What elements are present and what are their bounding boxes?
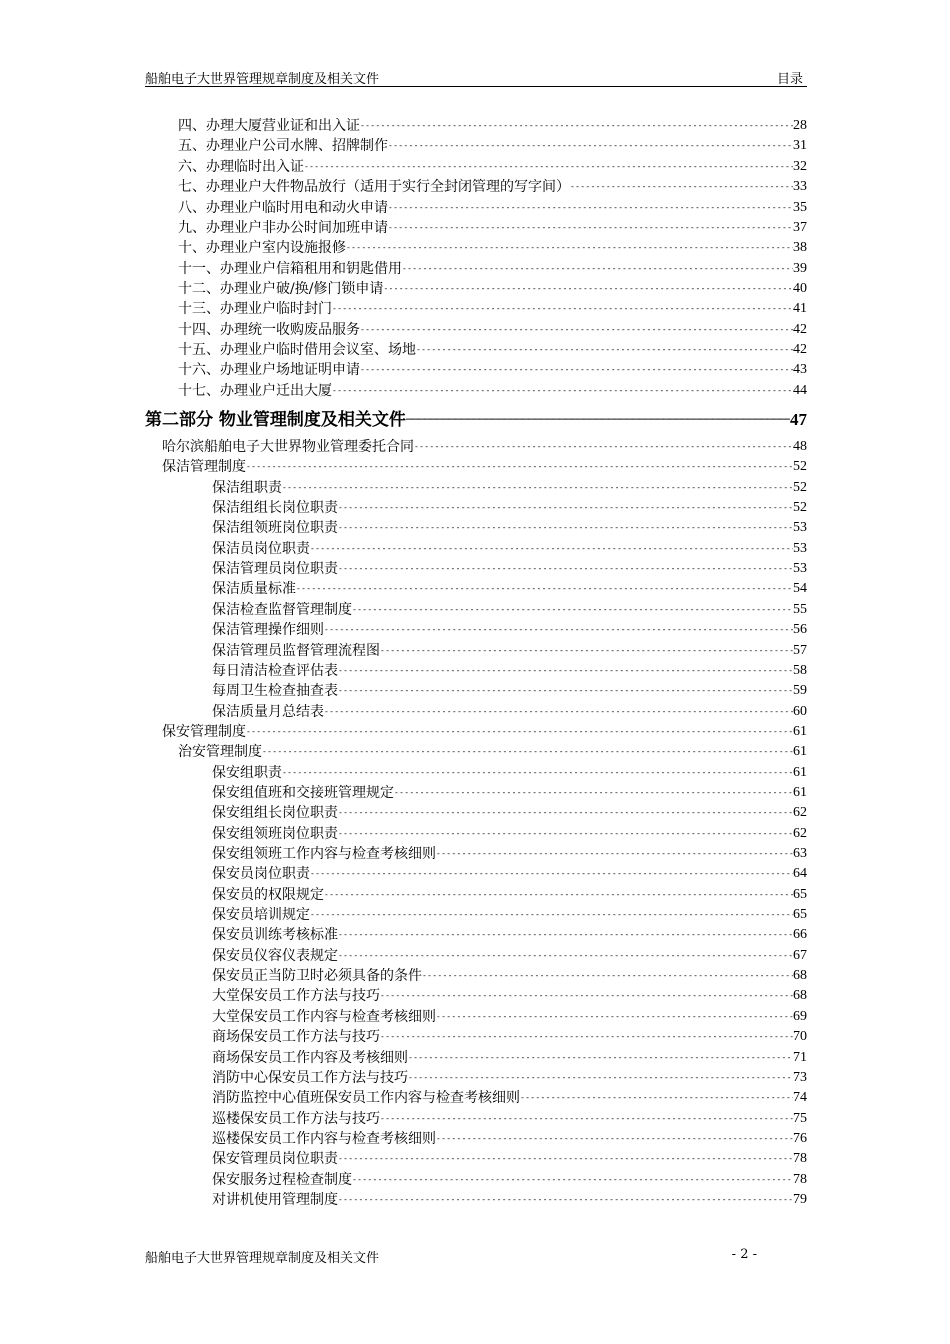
toc-entry[interactable] [212,701,807,721]
toc-entry-title: 保洁质量月总结表 [212,703,324,720]
toc-leader-dashes [262,742,793,762]
toc-entry-page: 67 [793,947,807,963]
toc-entry[interactable] [178,238,807,258]
toc-entry[interactable] [178,136,807,156]
toc-entry[interactable] [212,579,807,599]
toc-entry-title: 保安管理员岗位职责 [212,1151,338,1168]
toc-entry-title: 保安员正当防卫时必须具备的条件 [212,968,422,985]
toc-entry-title: 保洁组组长岗位职责 [212,500,338,517]
toc-entry-page: 75 [793,1110,807,1126]
toc-entry-page: 76 [793,1130,807,1146]
toc-entry[interactable] [178,299,807,319]
toc-entry-title: 巡楼保安员工作内容与检查考核细则 [212,1130,436,1147]
toc-entry-page: 63 [793,846,807,862]
toc-entry-page: 54 [793,581,807,597]
toc-entry[interactable] [178,320,807,340]
toc-leader-dashes [394,783,793,803]
toc-entry-page: 70 [793,1029,807,1045]
toc-leader-dashes [338,1149,793,1169]
toc-entry-page: 53 [793,561,807,577]
toc-entry-title: 保安员仪容仪表规定 [212,947,338,964]
toc-leader-dashes [338,946,793,966]
toc-entry[interactable] [178,177,807,197]
toc-leader-dashes [338,518,793,538]
toc-leader-dashes [380,1109,793,1129]
toc-entry-page: 42 [793,321,807,337]
toc-entry-page: 38 [793,240,807,256]
toc-entry-page: 69 [793,1008,807,1024]
toc-entry-title: 十七、办理业户迁出大厦 [178,382,332,399]
toc-entry[interactable] [212,498,807,518]
toc-leader-dashes [310,539,793,559]
toc-entry-page: 47 [790,409,807,429]
toc-entry[interactable] [178,381,807,401]
toc-entry-page: 56 [793,622,807,638]
toc-entry-page: 52 [793,459,807,475]
toc-entry-title: 保安员岗位职责 [212,866,310,883]
toc-entry-page: 40 [793,280,807,296]
toc-entry-title: 对讲机使用管理制度 [212,1191,338,1208]
toc-entry[interactable] [212,763,807,783]
toc-leader-dashes [338,681,793,701]
toc-entry[interactable] [212,925,807,945]
toc-entry-title: 六、办理临时出入证 [178,158,304,175]
toc-part-heading[interactable] [145,405,807,435]
toc-entry-title: 保安员培训规定 [212,907,310,924]
toc-leader-dashes [338,1190,793,1210]
toc-entry-page: 31 [793,138,807,154]
toc-entry-page: 53 [793,540,807,556]
toc-entry[interactable] [178,218,807,238]
toc-entry-page: 33 [793,179,807,195]
toc-entry[interactable] [212,1149,807,1169]
toc-entry[interactable] [212,478,807,498]
toc-entry[interactable] [178,279,807,299]
toc-entry-page: 62 [793,825,807,841]
toc-entry-title: 保安组领班工作内容与检查考核细则 [212,846,436,863]
toc-entry-page: 78 [793,1151,807,1167]
toc-entry[interactable] [178,340,807,360]
toc-entry-title: 保洁管理员岗位职责 [212,561,338,578]
toc-leader-dashes [332,299,793,319]
toc-leader-dashes [380,986,793,1006]
toc-entry[interactable] [178,116,807,136]
toc-entry[interactable] [178,197,807,217]
toc-leader-dashes [436,844,793,864]
toc-leader-dashes [352,600,793,620]
toc-entry[interactable] [178,360,807,380]
toc-entry-title: 保安员训练考核标准 [212,927,338,944]
toc-entry-page: 79 [793,1191,807,1207]
toc-entry-title: 保安组职责 [212,764,282,781]
toc-entry[interactable] [212,640,807,660]
toc-entry-title: 保洁管理员监督管理流程图 [212,642,380,659]
toc-entry-page: 68 [793,968,807,984]
toc-leader-dashes [282,478,793,498]
header-section: 目录 [776,72,803,87]
toc-leader-dashes [310,864,793,884]
toc-entry[interactable] [212,1088,807,1108]
toc-entry-title: 四、办理大厦营业证和出入证 [178,118,360,135]
toc-entry-title: 十四、办理统一收购废品服务 [178,321,360,338]
toc-entry-title: 十、办理业户室内设施报修 [178,240,346,257]
toc-entry-page: 74 [793,1090,807,1106]
page-number: - 2 - [731,1247,757,1262]
toc-entry-title: 保洁管理操作细则 [212,622,324,639]
toc-leader-dashes [402,259,793,279]
toc-entry-page: 61 [793,764,807,780]
toc-entry-title: 十六、办理业户场地证明申请 [178,362,360,379]
toc-entry-page: 37 [793,219,807,235]
toc-leader-dashes [388,136,793,156]
toc-entry-title: 每日清洁检查评估表 [212,662,338,679]
toc-entry-page: 61 [793,723,807,739]
toc-entry[interactable] [212,559,807,579]
toc-entry-title: 九、办理业户非办公时间加班申请 [178,219,388,236]
toc-leader-dashes [346,238,793,258]
toc-leader-dashes [360,320,793,340]
toc-entry[interactable] [212,620,807,640]
toc-entry-title: 消防中心保安员工作方法与技巧 [212,1069,408,1086]
toc-entry-title: 八、办理业户临时用电和动火申请 [178,199,388,216]
toc-entry-page: 32 [793,158,807,174]
toc-leader-dashes [338,661,793,681]
toc-entry-title: 治安管理制度 [178,744,262,761]
toc-entry-title: 保安管理制度 [162,723,246,740]
toc-entry-title: 消防监控中心值班保安员工作内容与检查考核细则 [212,1090,520,1107]
toc-entry[interactable] [212,1108,807,1128]
toc-entry-page: 78 [793,1171,807,1187]
toc-leader-dashes [246,722,793,742]
toc-entry[interactable] [212,803,807,823]
toc-leader-dashes [338,824,793,844]
toc-entry-title: 保安组组长岗位职责 [212,805,338,822]
header-title: 船舶电子大世界管理规章制度及相关文件 [145,72,380,87]
toc-entry[interactable] [178,742,807,762]
toc-entry-title: 保安服务过程检查制度 [212,1171,352,1188]
page-header [145,66,807,87]
toc-leader-dashes [324,620,793,640]
toc-entry[interactable] [212,1190,807,1210]
toc-entry[interactable] [212,1129,807,1149]
toc-leader-dashes [436,1007,793,1027]
toc-leader-dashes [570,177,793,197]
toc-entry-title: 巡楼保安员工作方法与技巧 [212,1110,380,1127]
toc-entry-page: 59 [793,683,807,699]
toc-entry-title: 商场保安员工作内容及考核细则 [212,1049,408,1066]
toc-entry[interactable] [212,1047,807,1067]
toc-entry-page: 73 [793,1069,807,1085]
toc-leader-dashes [408,1048,793,1068]
toc-entry-title: 第二部分 物业管理制度及相关文件 [145,409,406,430]
toc-entry-page: 65 [793,907,807,923]
toc-leader-dashes [360,116,793,136]
toc-leader-dashes [282,763,793,783]
toc-leader-dashes [380,1027,793,1047]
toc-entry-page: 61 [793,784,807,800]
toc-entry-page: 64 [793,866,807,882]
toc-entry[interactable] [212,844,807,864]
toc-entry-page: 71 [793,1049,807,1065]
toc-entry-page: 52 [793,479,807,495]
toc-leader-dashes [304,157,793,177]
toc-entry[interactable] [212,986,807,1006]
toc-entry[interactable] [162,722,807,742]
toc-leader-dashes [246,457,793,477]
toc-entry[interactable] [212,966,807,986]
toc-entry[interactable] [212,661,807,681]
toc-leader-dashes [422,966,793,986]
toc-entry[interactable] [212,1007,807,1027]
toc-entry-title: 大堂保安员工作内容与检查考核细则 [212,1008,436,1025]
toc-leader-dashes [436,1129,793,1149]
toc-entry-page: 55 [793,601,807,617]
toc-entry[interactable] [212,539,807,559]
toc-entry-title: 保安员的权限规定 [212,886,324,903]
toc-leader-dashes [324,885,793,905]
toc-leader-dashes [408,1068,793,1088]
toc-entry-page: 44 [793,382,807,398]
toc-entry-title: 保洁质量标准 [212,581,296,598]
toc-entry-page: 66 [793,927,807,943]
toc-entry-page: 53 [793,520,807,536]
toc-leader-dashes [324,702,793,722]
toc-leader-dashes [406,410,790,430]
toc-entry-title: 保洁员岗位职责 [212,540,310,557]
toc-entry[interactable] [212,783,807,803]
toc-entry[interactable] [212,885,807,905]
toc-leader-dashes [332,381,793,401]
toc-entry-title: 十一、办理业户信箱租用和钥匙借用 [178,260,402,277]
footer-title: 船舶电子大世界管理规章制度及相关文件 [145,1251,380,1266]
toc-leader-dashes [380,641,793,661]
toc-entry-page: 28 [793,118,807,134]
toc-entry-page: 52 [793,500,807,516]
toc-entry[interactable] [212,1170,807,1190]
toc-entry-title: 十五、办理业户临时借用会议室、场地 [178,341,416,358]
toc-entry[interactable] [212,1027,807,1047]
toc-entry-title: 每周卫生检查抽查表 [212,683,338,700]
toc-leader-dashes [416,340,793,360]
toc-entry-title: 十二、办理业户破/换/修门锁申请 [178,280,384,297]
toc-entry-page: 48 [793,439,807,455]
toc-entry-title: 保安组值班和交接班管理规定 [212,784,394,801]
toc-entry-page: 41 [793,301,807,317]
toc-entry[interactable] [212,1068,807,1088]
toc-entry-page: 60 [793,703,807,719]
toc-entry-title: 保安组领班岗位职责 [212,825,338,842]
toc-entry[interactable] [212,864,807,884]
toc-entry-title: 大堂保安员工作方法与技巧 [212,988,380,1005]
toc-entry-title: 保洁管理制度 [162,459,246,476]
toc-entry-title: 五、办理业户公司水牌、招牌制作 [178,138,388,155]
toc-entry[interactable] [212,905,807,925]
toc-entry-page: 43 [793,362,807,378]
toc-entry-page: 58 [793,662,807,678]
toc-leader-dashes [296,579,793,599]
toc-entry-page: 57 [793,642,807,658]
toc-entry[interactable] [212,824,807,844]
toc-leader-dashes [338,803,793,823]
toc-entry[interactable] [178,157,807,177]
toc-entry-page: 62 [793,805,807,821]
toc-leader-dashes [414,437,793,457]
toc-leader-dashes [383,279,793,299]
toc-entry[interactable] [212,681,807,701]
toc-leader-dashes [360,360,793,380]
toc-entry-title: 保洁检查监督管理制度 [212,601,352,618]
toc-leader-dashes [388,218,793,238]
toc-entry-page: 35 [793,199,807,215]
toc-entry[interactable] [212,600,807,620]
toc-entry-page: 42 [793,341,807,357]
toc-entry-title: 哈尔滨船舶电子大世界物业管理委托合同 [162,439,414,456]
toc-entry-title: 商场保安员工作方法与技巧 [212,1029,380,1046]
toc-leader-dashes [352,1170,793,1190]
toc-entry-page: 68 [793,988,807,1004]
toc-entry-title: 保洁组职责 [212,479,282,496]
toc-leader-dashes [310,905,793,925]
toc-leader-dashes [388,198,793,218]
toc-entry-title: 七、办理业户大件物品放行（适用于实行全封闭管理的写字间） [178,179,570,196]
toc-entry-page: 61 [793,744,807,760]
toc-entry[interactable] [212,518,807,538]
toc-entry-title: 保洁组领班岗位职责 [212,520,338,537]
toc-entry[interactable] [212,946,807,966]
toc-entry[interactable] [178,258,807,278]
toc-leader-dashes [338,498,793,518]
toc-leader-dashes [520,1088,793,1108]
toc-leader-dashes [338,559,793,579]
toc-entry-title: 十三、办理业户临时封门 [178,301,332,318]
toc-entry-page: 39 [793,260,807,276]
toc-leader-dashes [338,925,793,945]
toc-entry[interactable] [162,437,807,457]
toc-entry-page: 65 [793,886,807,902]
toc-entry[interactable] [162,457,807,477]
